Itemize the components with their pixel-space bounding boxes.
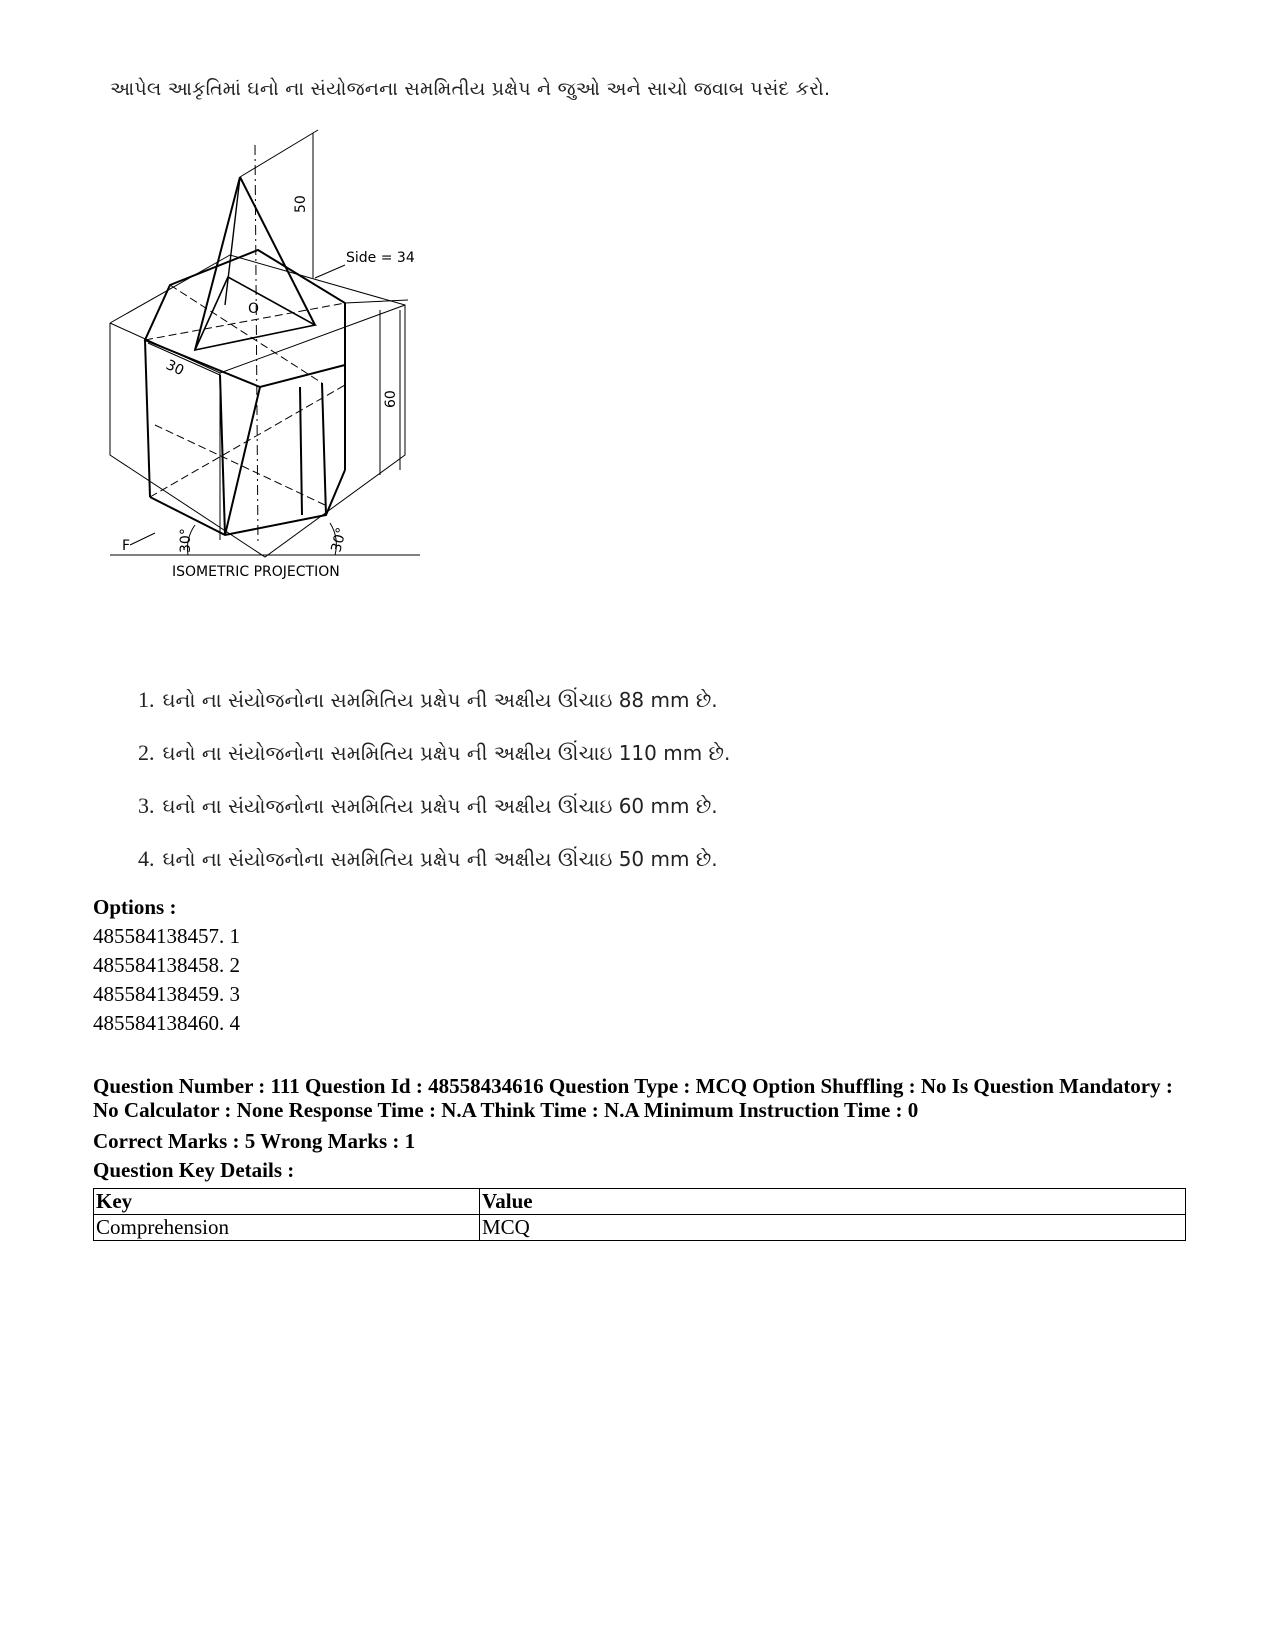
answer-text: ઘનો ના સંયોજનોના સમમિતિય પ્રક્ષેપ ની અક્ષીય ઊંચાઇ 50 mm છે. bbox=[162, 847, 718, 871]
question-text: આપેલ આકૃતિમાં ઘનો ના સંયોજનના સમમિતીય પ્રક્ષેપ ને જુઓ અને સાચો જવાબ પસંદ કરો. bbox=[110, 78, 831, 100]
side-label: Side = 34 bbox=[346, 250, 415, 266]
table-header-key: Key bbox=[94, 1189, 480, 1215]
center-label: O bbox=[248, 301, 260, 317]
front-label: F bbox=[122, 538, 131, 554]
answer-item bbox=[138, 845, 730, 898]
meta-line-1: Question Number : 111 Question Id : 48558434616 Question Type : MCQ Option Shuffling : No Is Question Mandatory : bbox=[93, 1074, 1173, 1098]
answer-number: 1. bbox=[138, 687, 155, 712]
table-cell: MCQ bbox=[480, 1215, 1186, 1241]
figure-caption: ISOMETRIC PROJECTION bbox=[172, 564, 340, 580]
option-item: 485584138460. 4 bbox=[93, 1011, 240, 1035]
answer-text: ઘનો ના સંયોજનોના સમમિતિય પ્રક્ષેપ ની અક્ષીય ઊંચાઇ 60 mm છે. bbox=[162, 794, 718, 818]
options-block bbox=[93, 893, 240, 1038]
key-details-label: Question Key Details : bbox=[93, 1158, 295, 1182]
dim-height-top: 50 bbox=[293, 195, 309, 213]
answer-item bbox=[138, 792, 730, 845]
answer-text: ઘનો ના સંયોજનોના સમમિતિય પ્રક્ષેપ ની અક્ષીય ઊંચાઇ 88 mm છે. bbox=[162, 688, 718, 712]
angle-left: 30° bbox=[178, 528, 194, 553]
question-meta bbox=[93, 1074, 1193, 1122]
table-row bbox=[94, 1215, 1186, 1241]
answer-item bbox=[138, 739, 730, 792]
option-item: 485584138458. 2 bbox=[93, 953, 240, 977]
table-header-row bbox=[94, 1189, 1186, 1215]
option-item: 485584138457. 1 bbox=[93, 924, 240, 948]
marks-line: Correct Marks : 5 Wrong Marks : 1 bbox=[93, 1129, 416, 1153]
answer-number: 3. bbox=[138, 793, 155, 818]
table-cell: Comprehension bbox=[94, 1215, 480, 1241]
isometric-projection-figure bbox=[100, 125, 440, 605]
key-table bbox=[93, 1188, 1186, 1241]
dim-side: 30 bbox=[163, 357, 187, 380]
answer-text: ઘનો ના સંયોજનોના સમમિતિય પ્રક્ષેપ ની અક્ષીય ઊંચાઇ 110 mm છે. bbox=[162, 741, 731, 765]
dim-height-prism: 60 bbox=[383, 390, 399, 408]
option-item: 485584138459. 3 bbox=[93, 982, 240, 1006]
options-label: Options : bbox=[93, 895, 177, 919]
angle-right: 30° bbox=[328, 525, 351, 555]
answer-number: 2. bbox=[138, 740, 155, 765]
answer-item bbox=[138, 686, 730, 739]
answer-list bbox=[138, 686, 730, 898]
answer-number: 4. bbox=[138, 846, 155, 871]
table-header-value: Value bbox=[480, 1189, 1186, 1215]
meta-line-2: No Calculator : None Response Time : N.A Think Time : N.A Minimum Instruction Time : 0 bbox=[93, 1098, 919, 1122]
